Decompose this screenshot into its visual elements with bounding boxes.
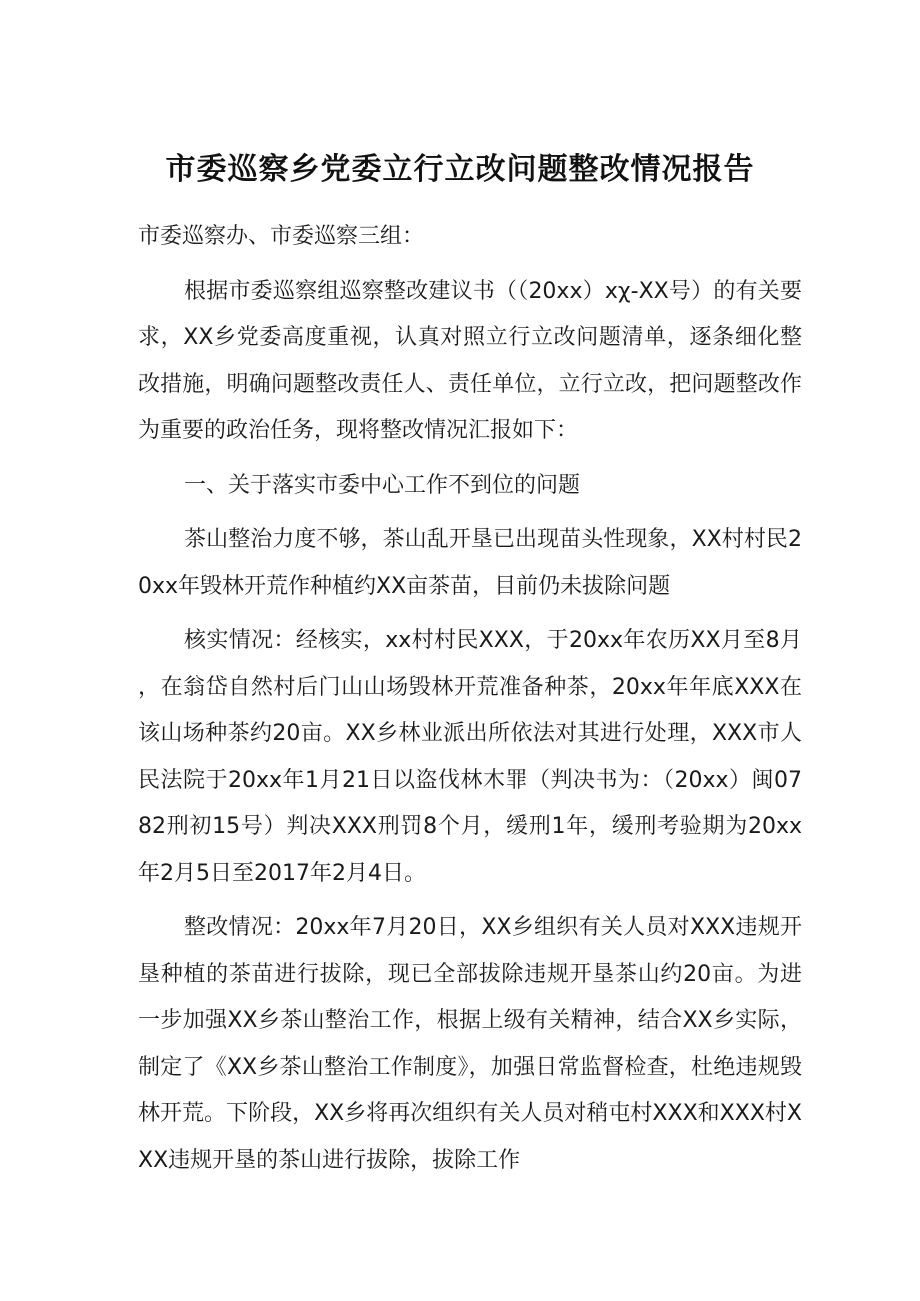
salutation: 市委巡察办、市委巡察三组： <box>138 224 425 249</box>
intro-paragraph: 根据市委巡察组巡察整改建议书（（20xx）xχ-XX号）的有关要求，XX乡党委高度重视，认真对照立行立改问题清单，逐条细化整改措施，明确问题整改责任人、责任单位，立行立改，把问题整改作为重要的政治任务，现将整改情况汇报如下： <box>138 278 802 443</box>
section-heading: 一、关于落实市委中心工作不到位的问题 <box>184 472 581 498</box>
rectification-paragraph: 整改情况：20xx年7月20日，XX乡组织有关人员对XXX违规开垦种植的茶苗进行拔除，现已全部拔除违规开垦茶山约20亩。为进一步加强XX乡茶山整治工作，根据上级有关精神，结合XX乡实际，制定了《XX乡茶山整治工作制度》，加强日常监督检查，杜绝违规毁林开荒。下阶段，XX乡将再次组织有关人员对稍屯村XXX和XXX村XXX违规开垦的茶山进行拔除，拔除工作 <box>138 915 802 1173</box>
document-title: 市委巡察乡党委立行立改问题整改情况报告 <box>165 152 755 187</box>
document-body <box>138 214 802 1184</box>
problem-paragraph: 茶山整治力度不够，茶山乱开垦已出现苗头性现象，XX村村民20xx年毁林开荒作种植约XX亩茶苗，目前仍未拔除问题 <box>138 527 802 599</box>
verification-paragraph: 核实情况：经核实，xx村村民XXX，于20xx年农历XX月至8月，在翁岱自然村后门山山场毁林开荒准备种茶，20xx年年底XXX在该山场种茶约20亩。XX乡林业派出所依法对其进行处理，XXX市人民法院于20xx年1月21日以盗伐林木罪（判决书为：（20xx）闽0782刑初15号）判决XXX刑罚8个月，缓刑1年，缓刑考验期为20xx年2月5日至2017年2月4日。 <box>138 628 802 886</box>
